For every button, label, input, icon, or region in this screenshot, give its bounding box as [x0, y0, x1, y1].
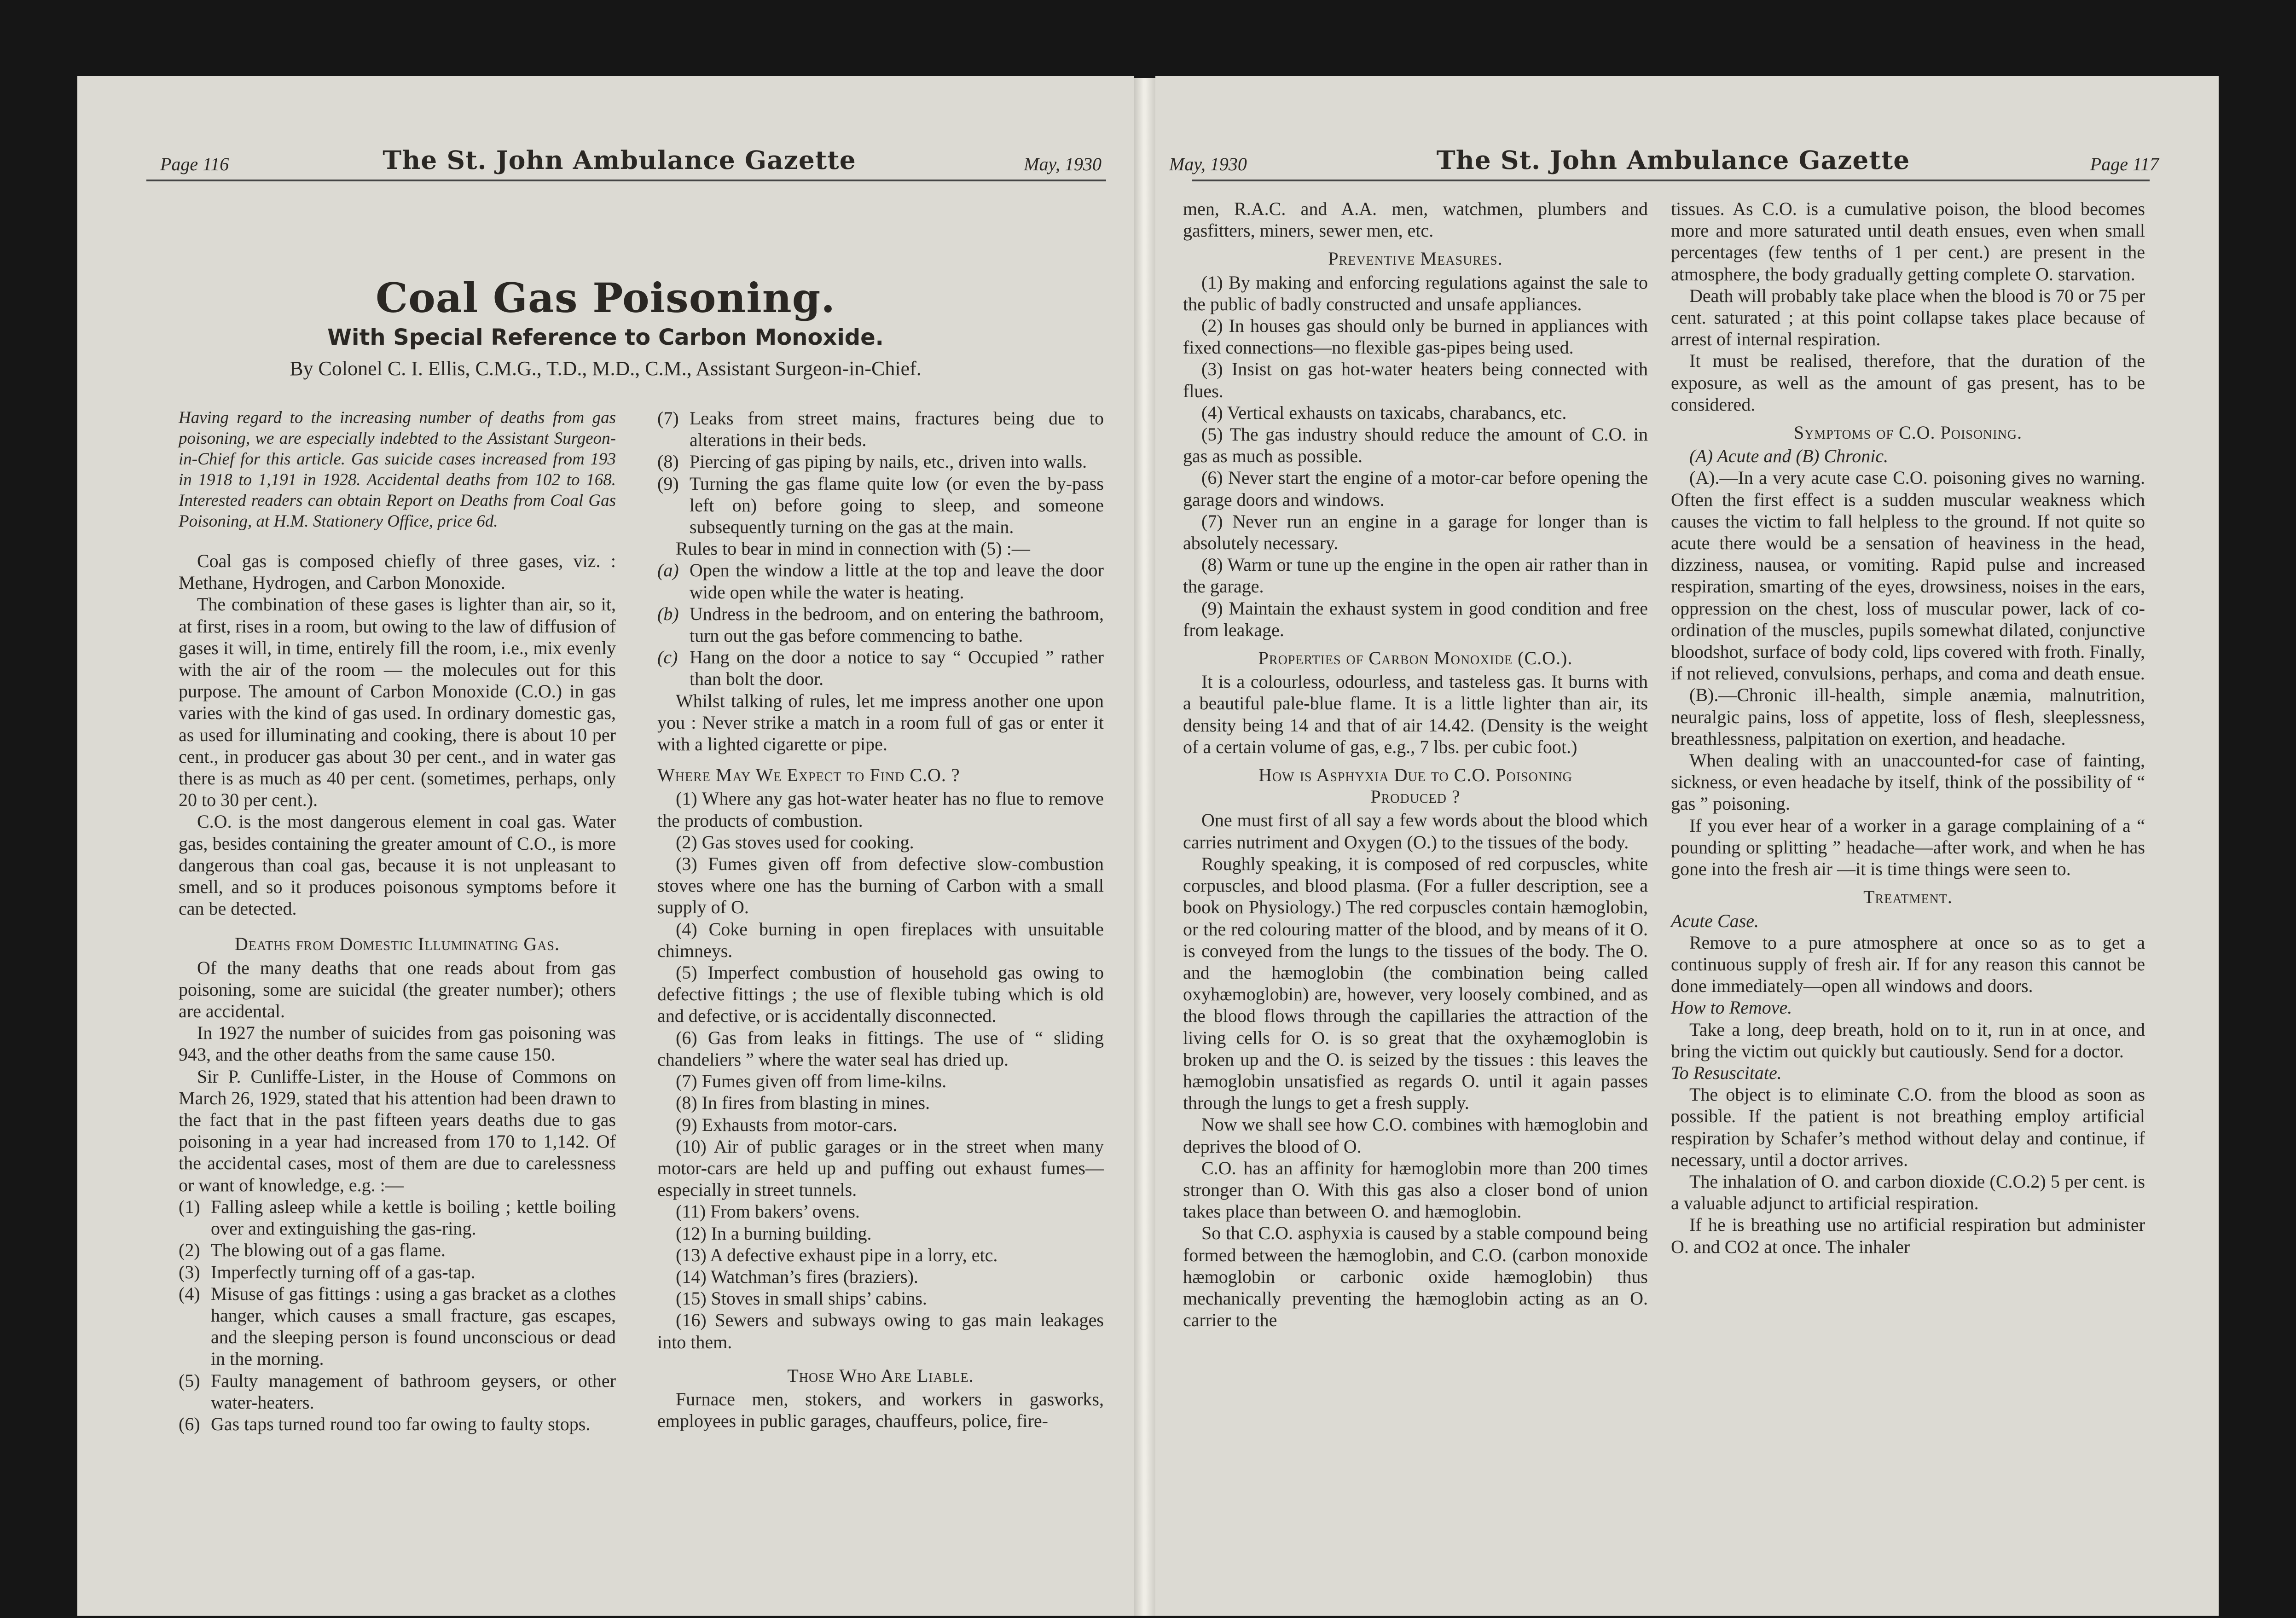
list-item: (5) Faulty management of bathroom geysers, or other water-heaters. — [179, 1370, 616, 1413]
list-item: (4) Misuse of gas fittings : using a gas bracket as a clothes hanger, which causes a small fracture, gas escapes, and the sleeping person is found unconscious or dead in the morning. — [179, 1283, 616, 1369]
paragraph: Of the many deaths that one reads about from gas poisoning, some are suicidal (the greater number); others are accidental. — [179, 957, 616, 1022]
list-item: (2) Gas stoves used for cooking. — [676, 831, 914, 852]
paragraph: Rules to bear in mind in connection with (5) :— — [676, 538, 1030, 559]
list-item: (8) In fires from blasting in mines. — [676, 1092, 930, 1113]
paragraph: Coal gas is composed chiefly of three gases, viz. : Methane, Hydrogen, and Carbon Monoxide. — [179, 551, 616, 593]
list-item: (11) From bakers’ ovens. — [676, 1201, 860, 1222]
list-item: (8) Warm or tune up the engine in the open air rather than in the garage. — [1183, 554, 1648, 597]
paragraph: C.O. has an affinity for hæmoglobin more than 200 times stronger than O. With this gas also a closer bond of union takes place than between O. and hæmoglobin. — [1183, 1157, 1648, 1222]
list-item: (16) Sewers and subways owing to gas main leakages into them. — [657, 1310, 1104, 1352]
list-item: (9) Exhausts from motor-cars. — [676, 1114, 898, 1135]
list-item: (7) Fumes given off from lime-kilns. — [676, 1071, 947, 1092]
sub-heading: How to Remove. — [1671, 997, 1792, 1018]
list-item: (6) Gas taps turned round too far owing to faulty stops. — [179, 1413, 591, 1434]
list-item: (13) A defective exhaust pipe in a lorry, etc. — [676, 1244, 998, 1265]
list-item: (a) Open the window a little at the top and leave the door wide open while the water is heating. — [657, 560, 1104, 603]
editor-intro: Having regard to the increasing number of deaths from gas poisoning, we are especially indebted to the Assistant Surgeon-in-Chief for this article. Gas suicide cases increased from 193 in 1918 to 1,191 in 1928. Accidental deaths from 102 to 168. Interested readers can obtain Report on Deaths from Coal Gas Poisoning, at H.M. Stationery Office, price 6d. — [179, 408, 616, 531]
list-item: (7) Never run an engine in a garage for longer than is absolutely necessary. — [1183, 510, 1648, 554]
column-1 — [179, 407, 616, 1435]
paragraph: Sir P. Cunliffe-Lister, in the House of Commons on March 26, 1929, stated that his attention had been drawn to the fact that in the past fifteen years deaths due to gas poisoning in a year had increased from 170 to 1,142. Of the accidental cases, most of them are due to carelessness or want of knowledge, e.g. :— — [179, 1066, 616, 1195]
paragraph: Whilst talking of rules, let me impress another one upon you : Never strike a match in a room full of gas or enter it with a lighted cigarette or pipe. — [657, 690, 1104, 755]
paragraph: Furnace men, stokers, and workers in gasworks, employees in public garages, chauffeurs, police, fire- — [657, 1388, 1104, 1432]
paragraph: tissues. As C.O. is a cumulative poison, the blood becomes more and more saturated until death ensues, even when small percentages (few tenths of 1 per cent.) are present in the atmosphere, the body gradually getting complete O. starvation. — [1671, 198, 2145, 284]
paragraph: C.O. is the most dangerous element in coal gas. Water gas, besides containing the greater amount of C.O., is more dangerous than coal gas, because it is not unpleasant to smell, and so it produces poisonous symptoms before it can be detected. — [179, 811, 616, 919]
list-item: (b) Undress in the bedroom, and on entering the bathroom, turn out the gas before commencing to bathe. — [657, 603, 1104, 646]
page-number-right: Page 117 — [2090, 154, 2159, 174]
section-heading: Those Who Are Liable. — [787, 1365, 974, 1386]
list-item: (1) Falling asleep while a kettle is boiling ; kettle boiling over and extinguishing the gas-ring. — [179, 1196, 616, 1239]
section-heading-cont: Produced ? — [1370, 786, 1461, 807]
list-item: (3) Imperfectly turning off of a gas-tap. — [179, 1261, 475, 1282]
paragraph: So that C.O. asphyxia is caused by a stable compound being formed between the hæmoglobin, and C.O. (carbon monoxide hæmoglobin or carbonic oxide hæmoglobin) thus mechanically preventing the hæmoglobin acting as an O. carrier to the — [1183, 1223, 1648, 1331]
gazette-header-right: The St. John Ambulance Gazette — [1436, 145, 1910, 175]
section-heading: Treatment. — [1863, 887, 1953, 908]
list-item: (10) Air of public garages or in the street when many motor-cars are held up and puffing out exhaust fumes—especially in street tunnels. — [657, 1136, 1104, 1200]
list-item: (14) Watchman’s fires (braziers). — [676, 1266, 918, 1287]
section-heading: Preventive Measures. — [1328, 248, 1503, 269]
paragraph: The object is to eliminate C.O. from the blood as soon as possible. If the patient is not breathing employ artificial respiration by Schafer’s method without delay and continue, if necessary, until a doctor arrives. — [1671, 1084, 2145, 1170]
paragraph: The combination of these gases is lighter than air, so it, at first, rises in a room, but owing to the law of diffusion of gases it will, in time, entirely fill the room, i.e., mix evenly with the air of the room — the molecules out for this purpose. The amount of Carbon Monoxide (C.O.) in gas varies with the kind of gas used. In ordinary domestic gas, as used for illuminating and cooking, there is about 10 per cent., in producer gas about 30 per cent., and in water gas there is as much as 40 per cent. (sometimes, perhaps, only 20 to 30 per cent.). — [179, 594, 616, 811]
section-heading: Symptoms of C.O. Poisoning. — [1793, 422, 2023, 443]
paragraph: Now we shall see how C.O. combines with hæmoglobin and deprives the blood of O. — [1183, 1114, 1648, 1157]
list-item: (3) Fumes given off from defective slow-combustion stoves where one has the burning of Carbon with a small supply of O. — [657, 853, 1104, 918]
paragraph: If he is breathing use no artificial respiration but administer O. and CO2 at once. The inhaler — [1671, 1214, 2145, 1257]
left-page — [77, 76, 1134, 1616]
list-item: (c) Hang on the door a notice to say “ Occupied ” rather than bolt the door. — [657, 647, 1104, 690]
paragraph: It is a colourless, odourless, and tasteless gas. It burns with a beautiful pale-blue flame. It is a little lighter than air, its density being 14 and that of air 14.42. (Density is the weight of a certain volume of gas, e.g., 7 lbs. per cubic foot.) — [1183, 671, 1648, 757]
paragraph: Roughly speaking, it is composed of red corpuscles, white corpuscles, and blood plasma. (For a fuller description, see a book on Physiology.) The red corpuscles contain hæmoglobin, or the red colouring matter of the blood, and by means of it O. is conveyed from the lungs to the tissues of the body. The O. and the hæmoglobin (the combination being called oxyhæmoglobin) are, however, very loosely combined, and as the blood flows through the capillaries the attraction of the living cells for O. is so great that the oxyhæmoglobin is broken up and the O. is seized by the tissues : this leaves the hæmoglobin unsatisfied as regards O. until it again passes through the lungs to get a fresh supply. — [1183, 853, 1648, 1113]
list-item: (8) Piercing of gas piping by nails, etc., driven into walls. — [657, 451, 1087, 472]
sub-heading: To Resuscitate. — [1671, 1062, 1782, 1083]
sub-heading: Acute Case. — [1671, 910, 1759, 931]
list-item: (5) The gas industry should reduce the amount of C.O. in gas as much as possible. — [1183, 424, 1648, 467]
issue-date-left: May, 1930 — [1024, 154, 1102, 174]
issue-date-right: May, 1930 — [1169, 154, 1247, 174]
list-item: (2) In houses gas should only be burned in appliances with fixed connections—no flexible gas-pipes being used. — [1183, 315, 1648, 358]
section-heading: Deaths from Domestic Illuminating Gas. — [234, 934, 560, 955]
list-item: (4) Vertical exhausts on taxicabs, charabancs, etc. — [1201, 402, 1567, 423]
right-page — [1155, 76, 2219, 1616]
list-item: (3) Insist on gas hot-water heaters being connected with flues. — [1183, 359, 1648, 401]
list-item: (4) Coke burning in open fireplaces with unsuitable chimneys. — [657, 918, 1104, 961]
list-item: (2) The blowing out of a gas flame. — [179, 1240, 446, 1261]
column-3 — [1183, 198, 1648, 1331]
paragraph: men, R.A.C. and A.A. men, watchmen, plumbers and gasfitters, miners, sewer men, etc. — [1183, 198, 1648, 241]
paragraph: (B).—Chronic ill-health, simple anæmia, malnutrition, neuralgic pains, loss of appetite, loss of flesh, sleeplessness, breathlessness, palpitation on exertion, and headache. — [1671, 684, 2145, 749]
paragraph: One must first of all say a few words about the blood which carries nutriment and Oxygen (O.) to the tissues of the body. — [1183, 810, 1648, 852]
column-4 — [1671, 198, 2145, 1258]
paragraph: Death will probably take place when the blood is 70 or 75 per cent. saturated ; at this point collapse takes place because of arrest of internal respiration. — [1671, 285, 2145, 350]
article-title: Coal Gas Poisoning. — [376, 274, 835, 322]
column-2 — [657, 407, 1104, 1432]
list-item: (6) Gas from leaks in fittings. The use of “ sliding chandeliers ” where the water seal has dried up. — [657, 1027, 1104, 1070]
list-item: (12) In a burning building. — [676, 1223, 872, 1244]
paragraph: When dealing with an unaccounted-for case of fainting, sickness, or even headache by itself, think of the possibility of “ gas ” poisoning. — [1671, 750, 2145, 814]
header-rule-left — [146, 180, 1106, 181]
list-item: (15) Stoves in small ships’ cabins. — [676, 1288, 927, 1309]
header-rule-right — [1192, 180, 2150, 181]
section-heading: How is Asphyxia Due to C.O. Poisoning — [1258, 765, 1572, 786]
paragraph: Remove to a pure atmosphere at once so as to get a continuous supply of fresh air. If for any reason this cannot be done immediately—open all windows and doors. — [1671, 932, 2145, 997]
paragraph: It must be realised, therefore, that the duration of the exposure, as well as the amount of gas present, has to be considered. — [1671, 350, 2145, 415]
paragraph: Take a long, deep breath, hold on to it, run in at once, and bring the victim out quickly but cautiously. Send for a doctor. — [1671, 1019, 2145, 1061]
list-item: (9) Turning the gas flame quite low (or even the by-pass left on) before going to sleep, and someone subsequently turning on the gas at the main. — [657, 473, 1104, 538]
book-gutter — [1134, 78, 1155, 1616]
list-item: (1) By making and enforcing regulations against the sale to the public of badly constructed and unsafe appliances. — [1183, 272, 1648, 314]
paragraph: (A).—In a very acute case C.O. poisoning gives no warning. Often the first effect is a sudden muscular weakness which causes the victim to fall helpless to the ground. If not quite so acute there would be a sensation of heaviness in the head, dizziness, nausea, or vomiting. Rapid pulse and increased respiration, smarting of the eyes, drowsiness, noises in the ears, oppression on the chest, loss of muscular power, lack of co-ordination of the muscles, pupils somewhat dilated, conjunctive bloodshot, surface of body cold, lips covered with froth. Finally, if not relieved, convulsions, perhaps, and coma and death ensue. — [1671, 467, 2145, 684]
paragraph: In 1927 the number of suicides from gas poisoning was 943, and the other deaths from the same cause 150. — [179, 1022, 616, 1065]
list-item: (9) Maintain the exhaust system in good condition and free from leakage. — [1183, 597, 1648, 640]
paragraph: If you ever hear of a worker in a garage complaining of a “ pounding or splitting ” headache—after work, and when he has gone into the fresh air —it is time things were seen to. — [1671, 815, 2145, 880]
article-subtitle: With Special Reference to Carbon Monoxide. — [327, 325, 884, 350]
page-number-left: Page 116 — [160, 154, 229, 174]
list-item: (6) Never start the engine of a motor-car before opening the garage doors and windows. — [1183, 467, 1648, 510]
paragraph: (A) Acute and (B) Chronic. — [1689, 446, 1889, 467]
article-byline: By Colonel C. I. Ellis, C.M.G., T.D., M.D., C.M., Assistant Surgeon-in-Chief. — [290, 357, 922, 380]
paragraph: The inhalation of O. and carbon dioxide (C.O.2) 5 per cent. is a valuable adjunct to artificial respiration. — [1671, 1171, 2145, 1214]
gazette-header-left: The St. John Ambulance Gazette — [383, 145, 856, 175]
section-heading: Properties of Carbon Monoxide (C.O.). — [1258, 648, 1573, 669]
section-heading: Where May We Expect to Find C.O. ? — [657, 765, 960, 786]
list-item: (7) Leaks from street mains, fractures being due to alterations in their beds. — [657, 408, 1104, 451]
list-item: (5) Imperfect combustion of household gas owing to defective fittings ; the use of flexible tubing which is old and defective, or is accidentally disconnected. — [657, 962, 1104, 1026]
list-item: (1) Where any gas hot-water heater has no flue to remove the products of combustion. — [657, 788, 1104, 831]
